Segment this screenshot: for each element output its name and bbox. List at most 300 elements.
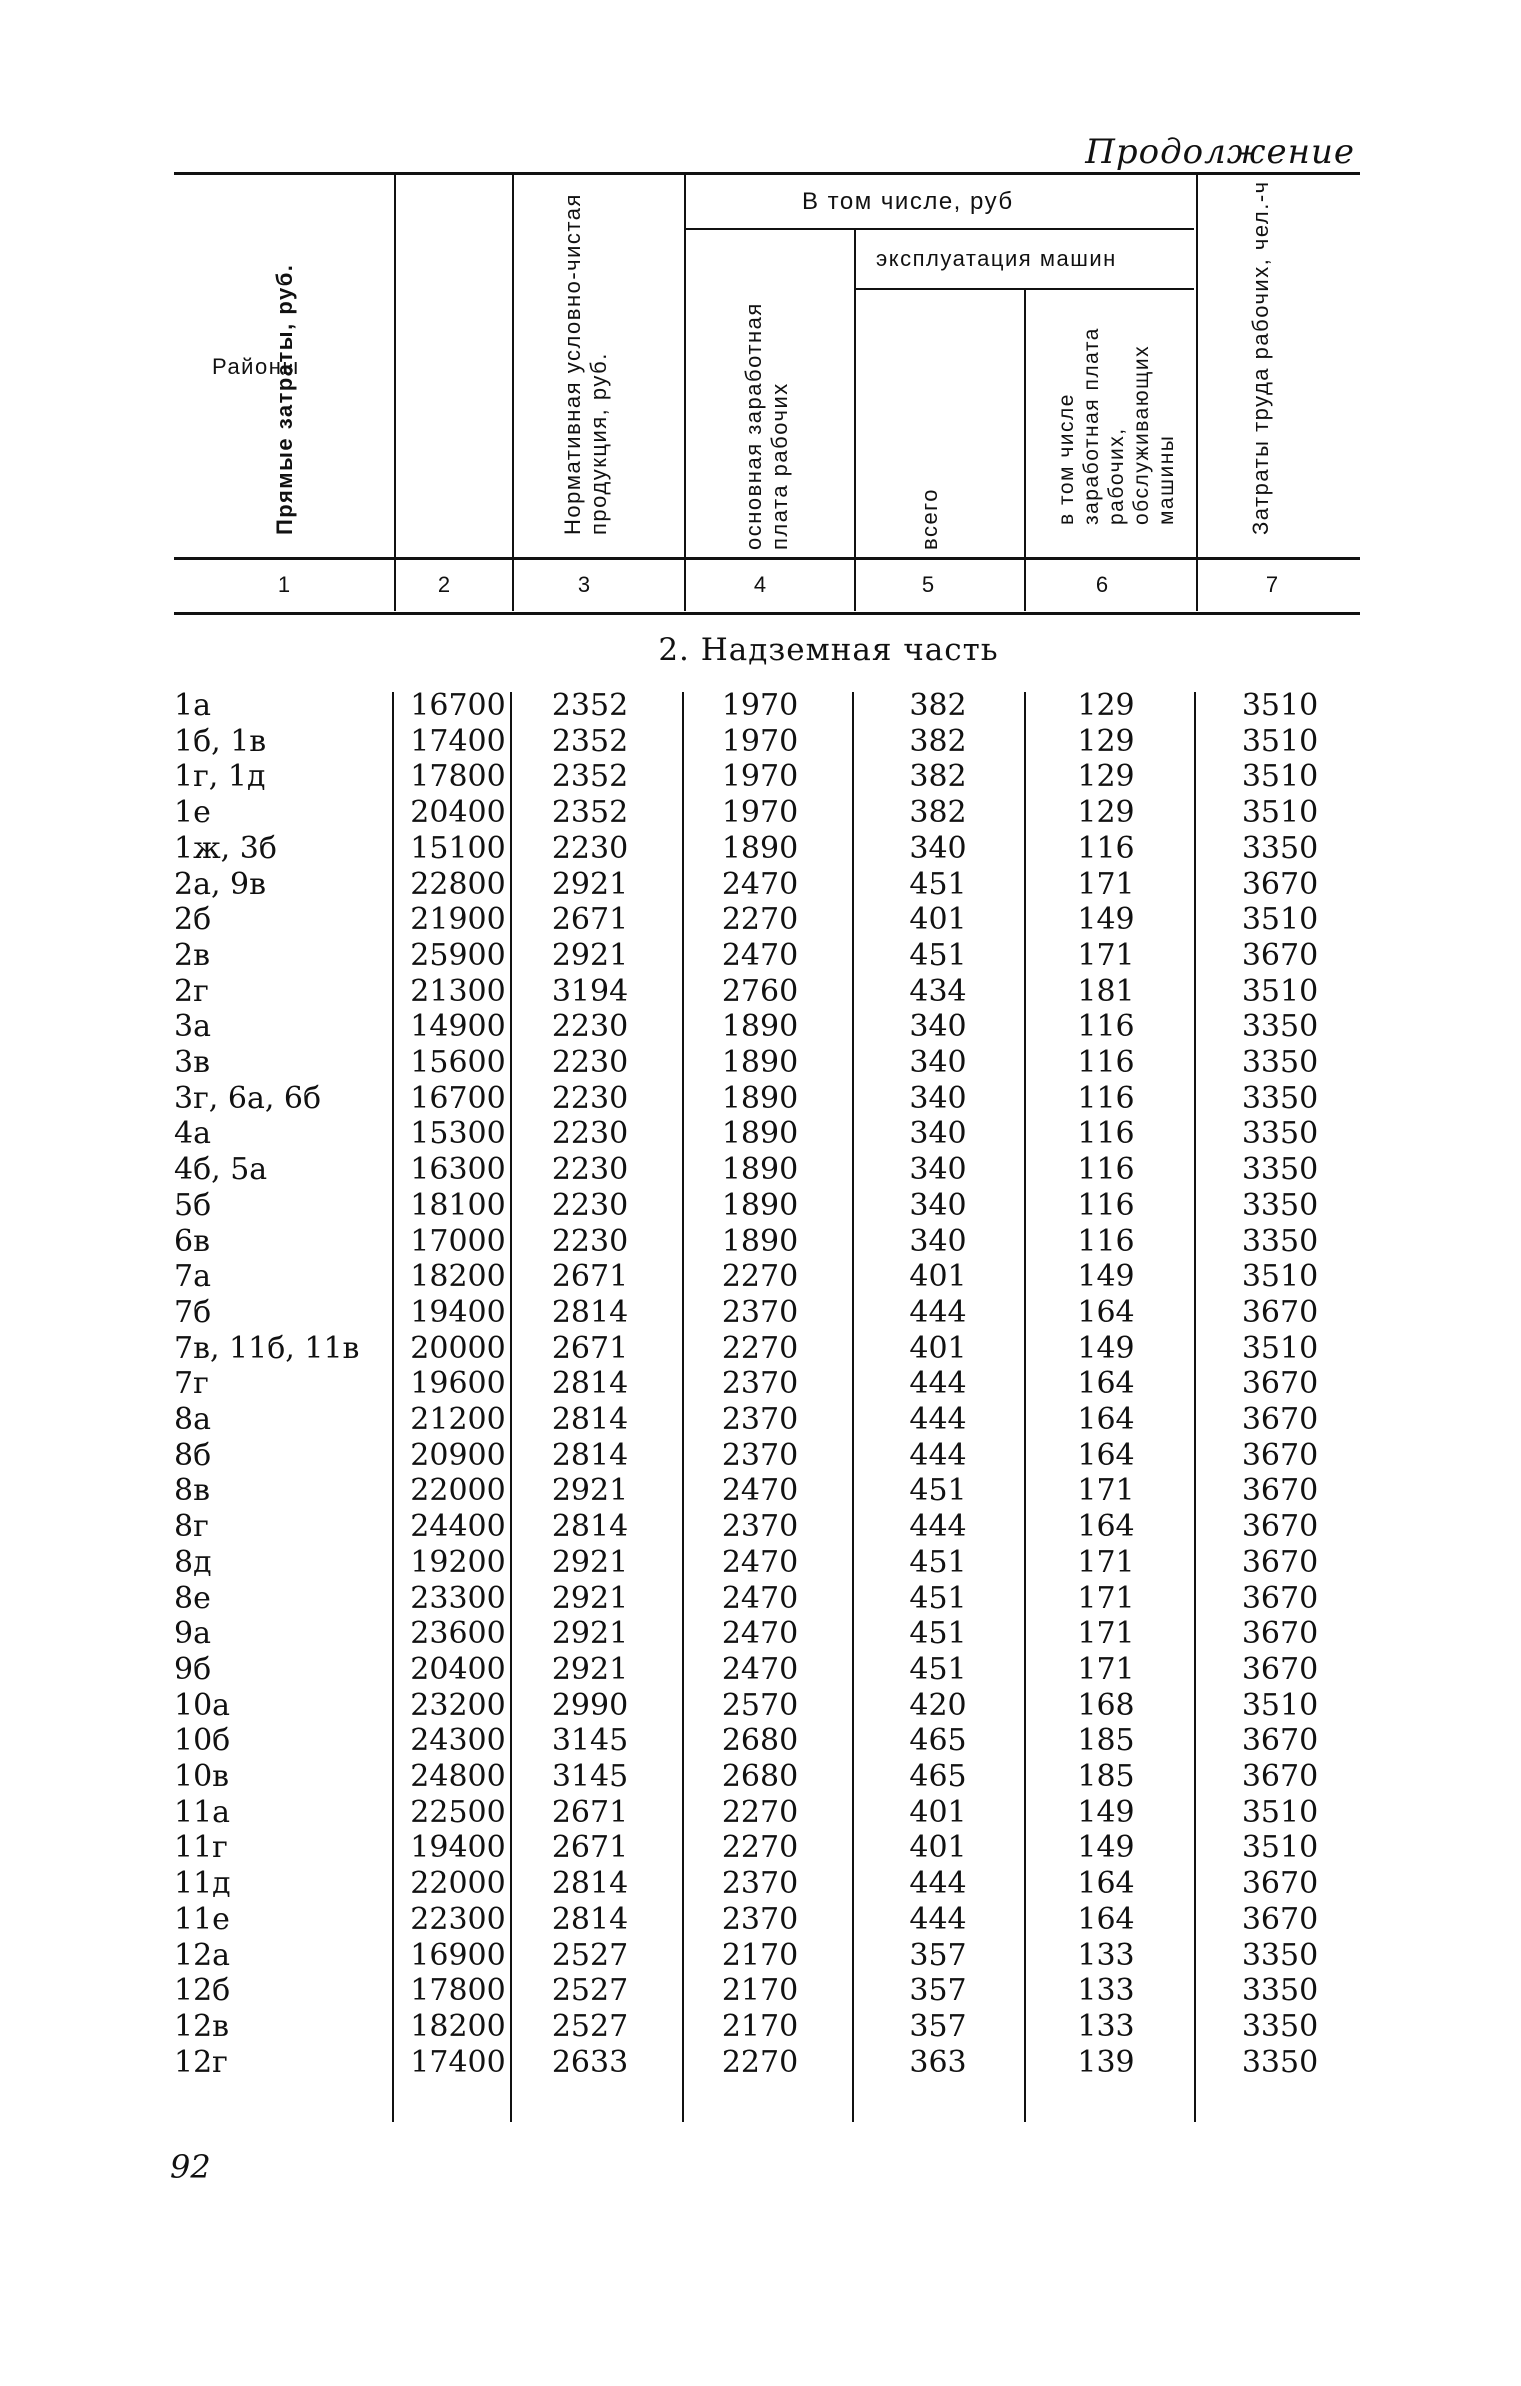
table-row [0, 831, 1521, 867]
value-cell: 16700 [410, 688, 506, 723]
value-cell: 3670 [1241, 1366, 1319, 1401]
value-cell: 2671 [551, 1795, 629, 1830]
value-cell: 23600 [410, 1616, 506, 1651]
value-cell: 401 [909, 1259, 967, 1294]
table-row [0, 974, 1521, 1010]
value-cell: 3350 [1241, 2045, 1319, 2080]
value-cell: 20900 [410, 1438, 506, 1473]
value-cell: 340 [909, 1045, 967, 1080]
value-cell: 171 [1077, 938, 1135, 973]
value-cell: 3510 [1241, 795, 1319, 830]
value-cell: 22300 [410, 1902, 506, 1937]
value-cell: 340 [909, 831, 967, 866]
region-cell: 12а [174, 1938, 231, 1973]
value-cell: 3510 [1241, 688, 1319, 723]
table-row [0, 1473, 1521, 1509]
value-cell: 401 [909, 1830, 967, 1865]
value-cell: 2470 [721, 1616, 799, 1651]
value-cell: 24300 [410, 1723, 506, 1758]
continued-label: Продолжение [1085, 132, 1355, 172]
value-cell: 133 [1077, 1938, 1135, 1973]
value-cell: 149 [1077, 902, 1135, 937]
value-cell: 22800 [410, 867, 506, 902]
table-row [0, 1938, 1521, 1974]
value-cell: 3510 [1241, 1795, 1319, 1830]
value-cell: 21300 [410, 974, 506, 1009]
value-cell: 2270 [721, 1331, 799, 1366]
value-cell: 2370 [721, 1866, 799, 1901]
value-cell: 2921 [551, 1652, 629, 1687]
value-cell: 2814 [551, 1402, 629, 1437]
value-cell: 2470 [721, 1652, 799, 1687]
value-cell: 116 [1077, 1116, 1135, 1151]
region-cell: 1а [174, 688, 211, 723]
column-number: 3 [577, 572, 591, 597]
value-cell: 2370 [721, 1366, 799, 1401]
value-cell: 3510 [1241, 902, 1319, 937]
value-cell: 382 [909, 724, 967, 759]
column-header-machine-group: эксплуатация машин [876, 246, 1117, 271]
value-cell: 2230 [551, 1188, 629, 1223]
value-cell: 164 [1077, 1402, 1135, 1437]
value-cell: 357 [909, 1938, 967, 1973]
value-cell: 185 [1077, 1759, 1135, 1794]
value-cell: 149 [1077, 1331, 1135, 1366]
table-row [0, 759, 1521, 795]
table-row [0, 1116, 1521, 1152]
value-cell: 2230 [551, 1009, 629, 1044]
column-header-base-wage: основная заработная плата рабочих [741, 302, 792, 550]
value-cell: 2470 [721, 1545, 799, 1580]
value-cell: 149 [1077, 1830, 1135, 1865]
table-row [0, 1224, 1521, 1260]
table-row [0, 1759, 1521, 1795]
region-cell: 1ж, 3б [174, 831, 277, 866]
region-cell: 2б [174, 902, 212, 937]
table-row [0, 1438, 1521, 1474]
value-cell: 2671 [551, 1259, 629, 1294]
value-cell: 15100 [410, 831, 506, 866]
value-cell: 164 [1077, 1902, 1135, 1937]
value-cell: 2470 [721, 1581, 799, 1616]
value-cell: 168 [1077, 1688, 1135, 1723]
value-cell: 2370 [721, 1295, 799, 1330]
column-number: 5 [921, 572, 935, 597]
region-cell: 4а [174, 1116, 211, 1151]
value-cell: 2370 [721, 1509, 799, 1544]
value-cell: 16700 [410, 1081, 506, 1116]
region-cell: 7в, 11б, 11в [174, 1331, 360, 1366]
value-cell: 1970 [721, 724, 799, 759]
value-cell: 3670 [1241, 1545, 1319, 1580]
column-header-labor: Затраты труда рабочих, чел.-ч [1248, 180, 1273, 535]
region-cell: 12г [174, 2045, 228, 2080]
region-cell: 8д [174, 1545, 212, 1580]
region-cell: 8г [174, 1509, 209, 1544]
value-cell: 434 [909, 974, 967, 1009]
value-cell: 2814 [551, 1509, 629, 1544]
value-cell: 451 [909, 1652, 967, 1687]
region-cell: 10а [174, 1688, 231, 1723]
value-cell: 2921 [551, 867, 629, 902]
value-cell: 340 [909, 1152, 967, 1187]
value-cell: 1890 [721, 1045, 799, 1080]
value-cell: 3510 [1241, 1688, 1319, 1723]
header-divider [394, 175, 396, 611]
region-cell: 2а, 9в [174, 867, 267, 902]
column-header-machine-wage: в том числе заработная плата рабочих, обслуживающих машины [1055, 327, 1178, 525]
column-header-direct-costs: Прямые затраты, руб. [272, 263, 297, 535]
value-cell: 444 [909, 1438, 967, 1473]
page-number: 92 [170, 2148, 211, 2186]
table-row [0, 724, 1521, 760]
region-cell: 9а [174, 1616, 211, 1651]
region-cell: 5б [174, 1188, 212, 1223]
value-cell: 3350 [1241, 1081, 1319, 1116]
value-cell: 2270 [721, 902, 799, 937]
value-cell: 3670 [1241, 1509, 1319, 1544]
table-row [0, 1866, 1521, 1902]
value-cell: 3350 [1241, 2009, 1319, 2044]
region-cell: 10б [174, 1723, 231, 1758]
value-cell: 3350 [1241, 1152, 1319, 1187]
value-cell: 23300 [410, 1581, 506, 1616]
value-cell: 2814 [551, 1438, 629, 1473]
value-cell: 2230 [551, 1224, 629, 1259]
value-cell: 2470 [721, 938, 799, 973]
value-cell: 2370 [721, 1902, 799, 1937]
region-cell: 1е [174, 795, 211, 830]
value-cell: 401 [909, 902, 967, 937]
table-row [0, 1616, 1521, 1652]
value-cell: 2170 [721, 1973, 799, 2008]
header-bottom-rule [174, 557, 1360, 560]
column-number: 4 [753, 572, 767, 597]
value-cell: 18100 [410, 1188, 506, 1223]
region-cell: 10в [174, 1759, 230, 1794]
region-cell: 12б [174, 1973, 231, 2008]
value-cell: 19600 [410, 1366, 506, 1401]
region-cell: 1г, 1д [174, 759, 266, 794]
header-divider [1196, 175, 1198, 611]
value-cell: 24400 [410, 1509, 506, 1544]
table-row [0, 1188, 1521, 1224]
value-cell: 2921 [551, 1545, 629, 1580]
value-cell: 3670 [1241, 1652, 1319, 1687]
value-cell: 1890 [721, 831, 799, 866]
value-cell: 3510 [1241, 1331, 1319, 1366]
value-cell: 3350 [1241, 1045, 1319, 1080]
value-cell: 382 [909, 688, 967, 723]
value-cell: 2527 [551, 1938, 629, 1973]
value-cell: 3670 [1241, 1581, 1319, 1616]
value-cell: 185 [1077, 1723, 1135, 1758]
region-cell: 8в [174, 1473, 210, 1508]
table-row [0, 1545, 1521, 1581]
value-cell: 2270 [721, 1830, 799, 1865]
value-cell: 22000 [410, 1866, 506, 1901]
region-cell: 8б [174, 1438, 212, 1473]
table-row [0, 1259, 1521, 1295]
value-cell: 3510 [1241, 974, 1319, 1009]
table-row [0, 1331, 1521, 1367]
region-cell: 8е [174, 1581, 211, 1616]
value-cell: 1970 [721, 688, 799, 723]
value-cell: 3670 [1241, 1902, 1319, 1937]
value-cell: 3670 [1241, 1759, 1319, 1794]
region-cell: 4б, 5а [174, 1152, 268, 1187]
value-cell: 451 [909, 1545, 967, 1580]
value-cell: 3194 [551, 974, 629, 1009]
region-cell: 7а [174, 1259, 211, 1294]
value-cell: 2921 [551, 1581, 629, 1616]
value-cell: 1890 [721, 1188, 799, 1223]
value-cell: 129 [1077, 724, 1135, 759]
value-cell: 2270 [721, 1259, 799, 1294]
value-cell: 164 [1077, 1366, 1135, 1401]
header-divider [1024, 290, 1026, 611]
table-row [0, 1295, 1521, 1331]
value-cell: 2270 [721, 1795, 799, 1830]
value-cell: 164 [1077, 1866, 1135, 1901]
region-cell: 11а [174, 1795, 231, 1830]
value-cell: 444 [909, 1509, 967, 1544]
value-cell: 451 [909, 938, 967, 973]
value-cell: 363 [909, 2045, 967, 2080]
value-cell: 171 [1077, 1581, 1135, 1616]
value-cell: 129 [1077, 795, 1135, 830]
column-header-regions: Районы [212, 354, 300, 379]
value-cell: 465 [909, 1759, 967, 1794]
value-cell: 2814 [551, 1295, 629, 1330]
value-cell: 444 [909, 1866, 967, 1901]
value-cell: 357 [909, 1973, 967, 2008]
value-cell: 444 [909, 1366, 967, 1401]
value-cell: 1970 [721, 759, 799, 794]
value-cell: 2633 [551, 2045, 629, 2080]
region-cell: 7г [174, 1366, 209, 1401]
value-cell: 3670 [1241, 1473, 1319, 1508]
value-cell: 19400 [410, 1830, 506, 1865]
region-cell: 2г [174, 974, 209, 1009]
value-cell: 171 [1077, 1473, 1135, 1508]
value-cell: 1890 [721, 1081, 799, 1116]
value-cell: 451 [909, 867, 967, 902]
value-cell: 357 [909, 2009, 967, 2044]
value-cell: 116 [1077, 1152, 1135, 1187]
column-number: 6 [1095, 572, 1109, 597]
value-cell: 2527 [551, 2009, 629, 2044]
value-cell: 3145 [551, 1759, 629, 1794]
value-cell: 16300 [410, 1152, 506, 1187]
region-cell: 3а [174, 1009, 211, 1044]
value-cell: 2760 [721, 974, 799, 1009]
value-cell: 2814 [551, 1366, 629, 1401]
value-cell: 19200 [410, 1545, 506, 1580]
value-cell: 171 [1077, 867, 1135, 902]
table-row [0, 1366, 1521, 1402]
value-cell: 20000 [410, 1331, 506, 1366]
region-cell: 11д [174, 1866, 231, 1901]
value-cell: 1890 [721, 1116, 799, 1151]
value-cell: 25900 [410, 938, 506, 973]
region-cell: 3г, 6а, 6б [174, 1081, 322, 1116]
value-cell: 3670 [1241, 1616, 1319, 1651]
value-cell: 444 [909, 1295, 967, 1330]
value-cell: 2990 [551, 1688, 629, 1723]
region-cell: 11е [174, 1902, 230, 1937]
column-number: 2 [437, 572, 451, 597]
header-divider [854, 230, 856, 611]
value-cell: 3510 [1241, 1259, 1319, 1294]
value-cell: 3350 [1241, 1188, 1319, 1223]
value-cell: 24800 [410, 1759, 506, 1794]
value-cell: 3350 [1241, 1973, 1319, 2008]
table-row [0, 1081, 1521, 1117]
value-cell: 2680 [721, 1759, 799, 1794]
table-row [0, 1152, 1521, 1188]
value-cell: 116 [1077, 1224, 1135, 1259]
value-cell: 18200 [410, 1259, 506, 1294]
value-cell: 2352 [551, 759, 629, 794]
value-cell: 2814 [551, 1902, 629, 1937]
value-cell: 116 [1077, 831, 1135, 866]
value-cell: 2680 [721, 1723, 799, 1758]
table-row [0, 1830, 1521, 1866]
value-cell: 19400 [410, 1295, 506, 1330]
value-cell: 2352 [551, 795, 629, 830]
table-row [0, 1009, 1521, 1045]
value-cell: 2921 [551, 938, 629, 973]
value-cell: 3350 [1241, 1116, 1319, 1151]
value-cell: 3670 [1241, 1723, 1319, 1758]
region-cell: 6в [174, 1224, 210, 1259]
value-cell: 3670 [1241, 1295, 1319, 1330]
table-top-rule [174, 172, 1360, 175]
value-cell: 1890 [721, 1152, 799, 1187]
value-cell: 2470 [721, 1473, 799, 1508]
region-cell: 12в [174, 2009, 230, 2044]
value-cell: 444 [909, 1402, 967, 1437]
value-cell: 3510 [1241, 759, 1319, 794]
value-cell: 18200 [410, 2009, 506, 2044]
value-cell: 21200 [410, 1402, 506, 1437]
column-number: 1 [277, 572, 291, 597]
value-cell: 139 [1077, 2045, 1135, 2080]
value-cell: 116 [1077, 1188, 1135, 1223]
value-cell: 116 [1077, 1045, 1135, 1080]
value-cell: 17400 [410, 724, 506, 759]
value-cell: 22000 [410, 1473, 506, 1508]
value-cell: 17800 [410, 1973, 506, 2008]
value-cell: 116 [1077, 1081, 1135, 1116]
column-header-machine-total: всего [917, 488, 942, 550]
value-cell: 451 [909, 1473, 967, 1508]
value-cell: 2170 [721, 1938, 799, 1973]
value-cell: 133 [1077, 1973, 1135, 2008]
value-cell: 2570 [721, 1688, 799, 1723]
value-cell: 2230 [551, 831, 629, 866]
table-row [0, 1902, 1521, 1938]
value-cell: 164 [1077, 1438, 1135, 1473]
value-cell: 340 [909, 1188, 967, 1223]
value-cell: 16900 [410, 1938, 506, 1973]
table-row [0, 795, 1521, 831]
value-cell: 14900 [410, 1009, 506, 1044]
value-cell: 2230 [551, 1152, 629, 1187]
table-row [0, 1581, 1521, 1617]
value-cell: 3510 [1241, 1830, 1319, 1865]
value-cell: 3350 [1241, 831, 1319, 866]
table-row [0, 1973, 1521, 2009]
table-row [0, 1652, 1521, 1688]
value-cell: 129 [1077, 688, 1135, 723]
incl-group-rule [686, 228, 1194, 230]
value-cell: 2921 [551, 1616, 629, 1651]
value-cell: 23200 [410, 1688, 506, 1723]
table-row [0, 902, 1521, 938]
value-cell: 382 [909, 759, 967, 794]
value-cell: 401 [909, 1795, 967, 1830]
value-cell: 2527 [551, 1973, 629, 2008]
value-cell: 2370 [721, 1438, 799, 1473]
value-cell: 171 [1077, 1616, 1135, 1651]
column-header-normative-product: Нормативная условно-чистая продукция, руб. [560, 193, 611, 535]
column-number: 7 [1265, 572, 1279, 597]
value-cell: 17400 [410, 2045, 506, 2080]
value-cell: 171 [1077, 1545, 1135, 1580]
table-row [0, 1795, 1521, 1831]
region-cell: 8а [174, 1402, 211, 1437]
value-cell: 3670 [1241, 1402, 1319, 1437]
colnum-bottom-rule [174, 612, 1360, 615]
value-cell: 116 [1077, 1009, 1135, 1044]
value-cell: 3670 [1241, 1866, 1319, 1901]
value-cell: 3350 [1241, 1009, 1319, 1044]
value-cell: 17800 [410, 759, 506, 794]
value-cell: 465 [909, 1723, 967, 1758]
region-cell: 7б [174, 1295, 212, 1330]
value-cell: 340 [909, 1009, 967, 1044]
value-cell: 164 [1077, 1509, 1135, 1544]
value-cell: 149 [1077, 1259, 1135, 1294]
table-row [0, 938, 1521, 974]
value-cell: 451 [909, 1581, 967, 1616]
value-cell: 340 [909, 1081, 967, 1116]
value-cell: 2230 [551, 1116, 629, 1151]
value-cell: 3350 [1241, 1938, 1319, 1973]
value-cell: 149 [1077, 1795, 1135, 1830]
region-cell: 9б [174, 1652, 212, 1687]
value-cell: 3350 [1241, 1224, 1319, 1259]
table-row [0, 1509, 1521, 1545]
value-cell: 444 [909, 1902, 967, 1937]
table-row [0, 1723, 1521, 1759]
value-cell: 2170 [721, 2009, 799, 2044]
value-cell: 15600 [410, 1045, 506, 1080]
value-cell: 22500 [410, 1795, 506, 1830]
value-cell: 2230 [551, 1045, 629, 1080]
table-row [0, 1402, 1521, 1438]
value-cell: 340 [909, 1224, 967, 1259]
value-cell: 1890 [721, 1009, 799, 1044]
value-cell: 3670 [1241, 1438, 1319, 1473]
value-cell: 21900 [410, 902, 506, 937]
value-cell: 2370 [721, 1402, 799, 1437]
value-cell: 181 [1077, 974, 1135, 1009]
table-row [0, 2045, 1521, 2081]
value-cell: 2470 [721, 867, 799, 902]
